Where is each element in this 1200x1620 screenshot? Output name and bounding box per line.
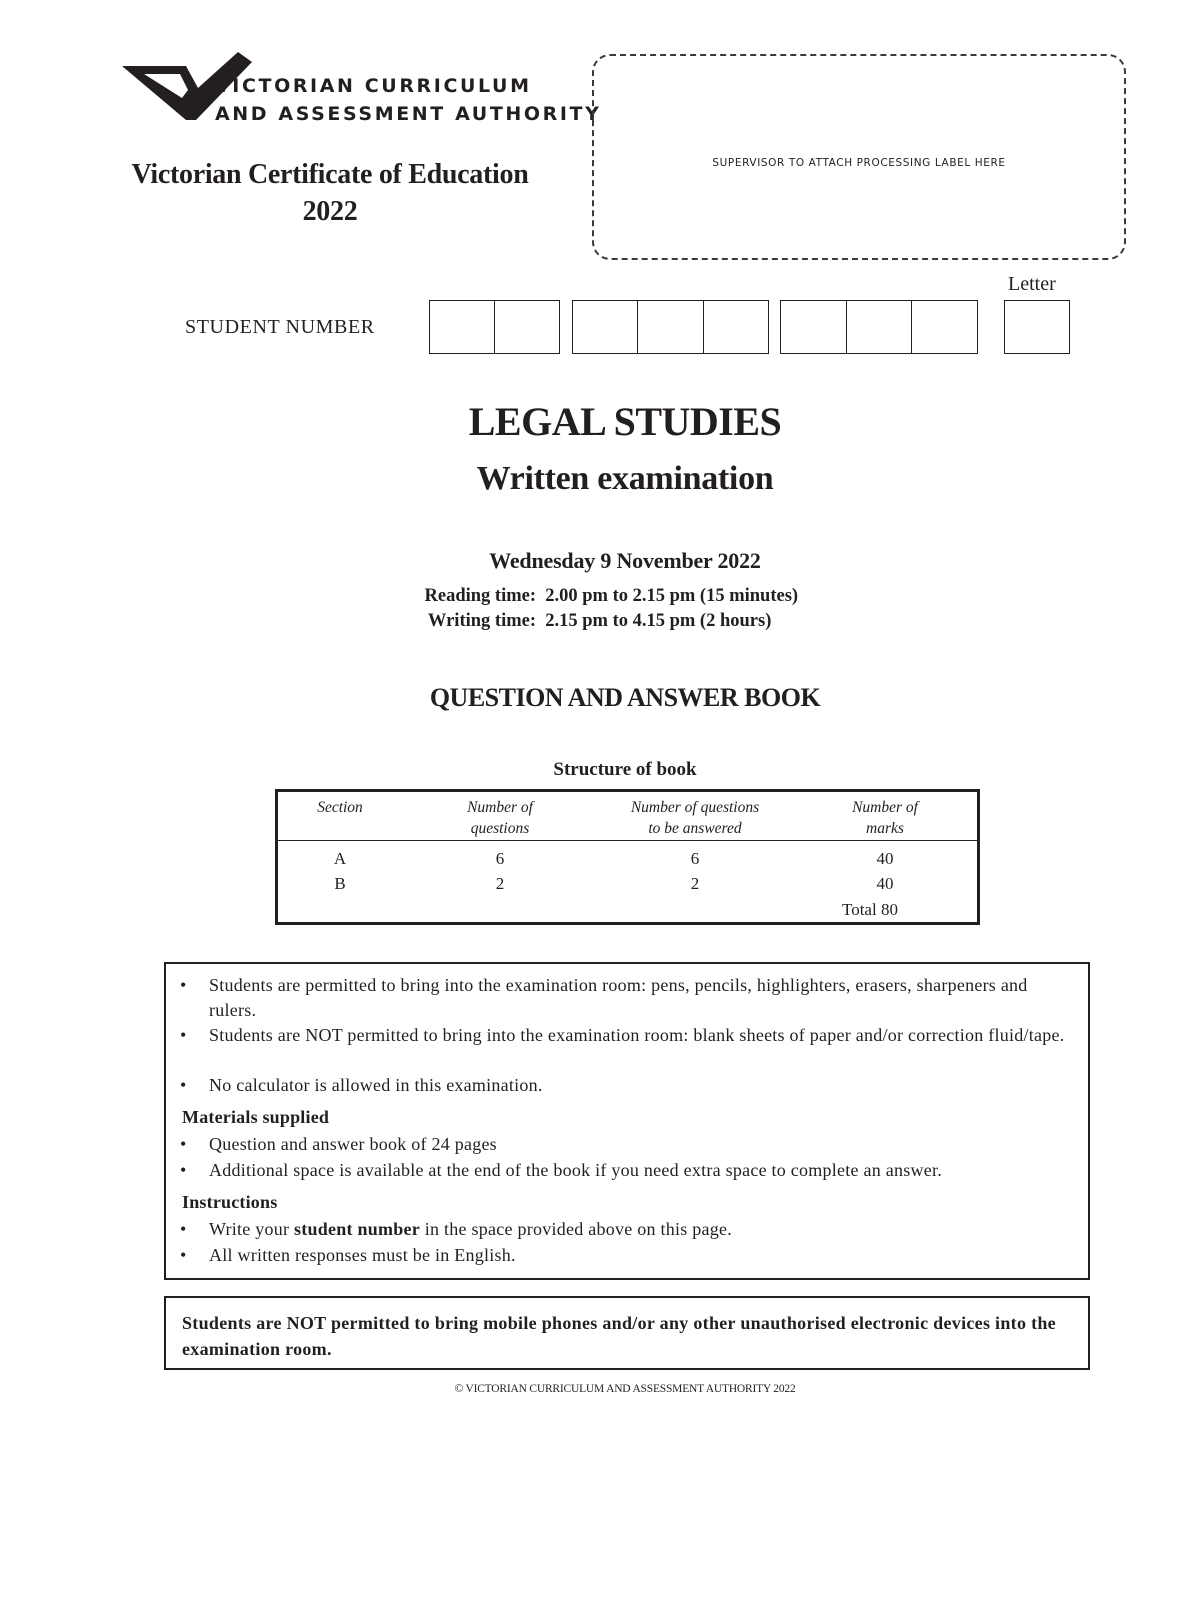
bullet-icon: •	[180, 1025, 187, 1045]
copyright-notice: © VICTORIAN CURRICULUM AND ASSESSMENT AUTHORITY 2022	[454, 1383, 796, 1395]
student-number-box[interactable]	[573, 301, 638, 353]
student-number-group-1	[429, 300, 560, 354]
student-letter-box[interactable]	[1005, 301, 1069, 353]
student-number-group-3	[780, 300, 978, 354]
instructions-heading: Instructions	[182, 1192, 278, 1212]
student-letter-group	[1004, 300, 1070, 354]
student-number-box[interactable]	[847, 301, 913, 353]
cell-section-b: B	[334, 874, 346, 893]
logo-text	[215, 72, 601, 128]
bullet-icon: •	[180, 1160, 187, 1180]
cell-b-marks: 40	[876, 874, 894, 893]
reading-time-label: Reading time:	[424, 586, 536, 606]
writing-time-row	[400, 611, 771, 632]
logo-line-1: VICTORIAN CURRICULUM	[215, 75, 532, 97]
instruction-text: Write your	[209, 1219, 294, 1239]
col-header-section: Section	[317, 799, 363, 816]
certificate-heading	[110, 156, 550, 230]
student-number-box[interactable]	[495, 301, 559, 353]
certificate-title: Victorian Certificate of Education	[131, 159, 529, 190]
materials-item: Question and answer book of 24 pages	[209, 1134, 497, 1154]
bullet-icon: •	[180, 1134, 187, 1154]
student-number-box[interactable]	[912, 301, 977, 353]
electronic-devices-warning-text: Students are NOT permitted to bring mobile phones and/or any other unauthorised electronic devices into the examination room.	[182, 1313, 1056, 1359]
reading-time-row	[400, 586, 798, 607]
exam-subject-title: LEGAL STUDIES	[468, 399, 782, 444]
instruction-item	[209, 1217, 1069, 1242]
cell-section-a: A	[333, 849, 347, 868]
structure-table-divider	[275, 840, 980, 841]
exam-type-title: Written examination	[476, 460, 774, 497]
cell-total-marks: Total 80	[842, 900, 898, 919]
reading-time-value: 2.00 pm to 2.15 pm (15 minutes)	[545, 586, 799, 606]
cell-a-answered: 6	[690, 849, 700, 868]
exam-date: Wednesday 9 November 2022	[489, 548, 761, 573]
cell-a-questions: 6	[495, 849, 505, 868]
not-permitted-items-text: Students are NOT permitted to bring into the examination room: blank sheets of paper and/or correction fluid/tape.	[209, 1025, 1065, 1045]
bullet-icon: •	[180, 1219, 187, 1239]
cell-a-marks: 40	[876, 849, 894, 868]
col-header-number-of-marks: Number of marks	[852, 799, 918, 837]
calculator-rule-text: No calculator is allowed in this examination.	[209, 1075, 543, 1095]
bullet-icon: •	[180, 975, 187, 995]
writing-time-value: 2.15 pm to 4.15 pm (2 hours)	[545, 611, 772, 631]
bullet-icon: •	[180, 1245, 187, 1265]
student-number-box[interactable]	[781, 301, 847, 353]
student-number-box[interactable]	[704, 301, 768, 353]
instruction-emphasis: student number	[294, 1219, 421, 1239]
letter-label: Letter	[1008, 273, 1056, 295]
structure-title: Structure of book	[553, 759, 697, 780]
student-number-group-2	[572, 300, 769, 354]
col-header-questions-to-answer: Number of questions to be answered	[630, 799, 760, 837]
cell-b-questions: 2	[495, 874, 505, 893]
logo-line-2: AND ASSESSMENT AUTHORITY	[215, 103, 602, 125]
writing-time-label: Writing time:	[427, 611, 536, 631]
student-number-box[interactable]	[638, 301, 703, 353]
student-number-box[interactable]	[430, 301, 495, 353]
processing-label-text: SUPERVISOR TO ATTACH PROCESSING LABEL HERE	[712, 157, 1006, 169]
bullet-icon: •	[180, 1075, 187, 1095]
instruction-item: All written responses must be in English.	[209, 1245, 516, 1265]
cell-b-answered: 2	[690, 874, 700, 893]
certificate-year: 2022	[302, 196, 358, 227]
instruction-text: in the space provided above on this page.	[420, 1219, 732, 1239]
book-title: QUESTION AND ANSWER BOOK	[429, 683, 821, 712]
permitted-items-text: Students are permitted to bring into the examination room: pens, pencils, highlighters, erasers, sharpeners and rulers.	[209, 975, 1028, 1020]
col-header-number-of-questions: Number of questions	[467, 799, 533, 837]
student-number-label: STUDENT NUMBER	[185, 316, 375, 338]
materials-heading: Materials supplied	[182, 1107, 330, 1127]
materials-item: Additional space is available at the end of the book if you need extra space to complete an answer.	[209, 1160, 942, 1180]
